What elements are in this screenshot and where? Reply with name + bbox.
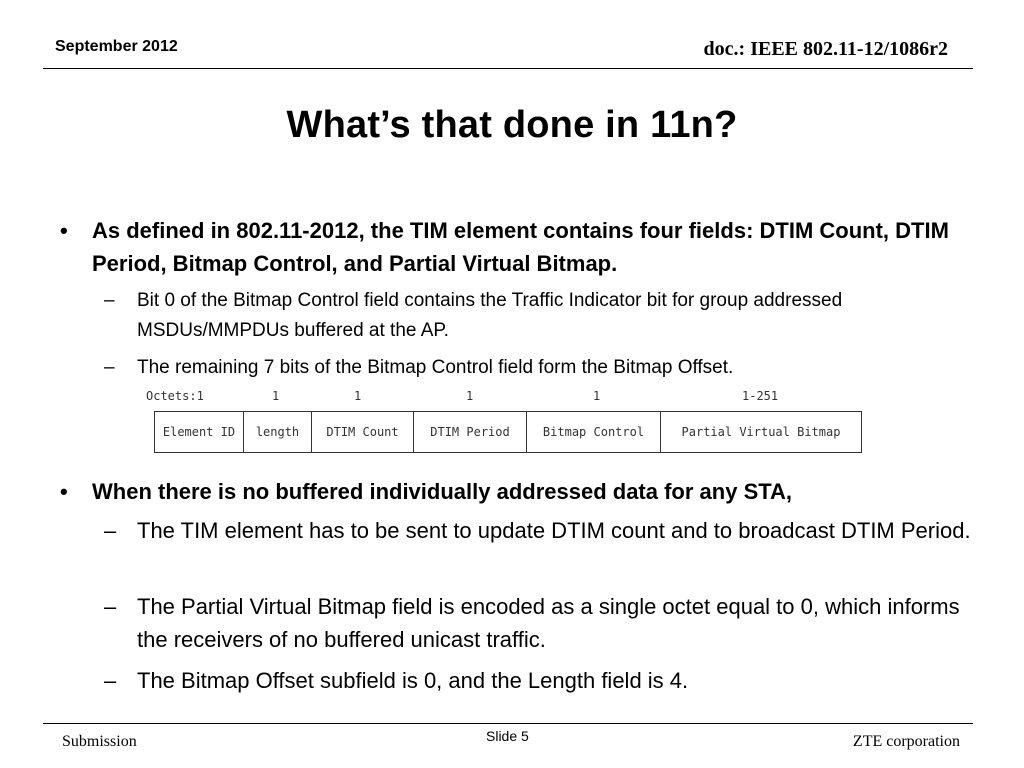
bullet-2-text: When there is no buffered individually addressed data for any STA, xyxy=(92,479,793,504)
octet-label-dtim-count: 1 xyxy=(354,389,362,403)
field-bitmap-control: Bitmap Control xyxy=(527,412,661,452)
bullet-1-text: As defined in 802.11-2012, the TIM element contains four fields: DTIM Count, DTIM Period, Bitmap Control, and Partial Virtual Bitmap. xyxy=(92,218,949,276)
bullet-2-sub-1-marker: – xyxy=(104,518,117,543)
bullet-1-sub-2-marker: – xyxy=(104,357,115,378)
footer-slide-number: Slide 5 xyxy=(486,728,529,744)
octet-label-length: 1 xyxy=(272,389,280,403)
field-dtim-count: DTIM Count xyxy=(312,412,414,452)
bullet-2-sub-1-text: The TIM element has to be sent to update DTIM count and to broadcast DTIM Period. xyxy=(137,518,971,543)
bullet-1-sub-2-text: The remaining 7 bits of the Bitmap Control field form the Bitmap Offset. xyxy=(137,357,734,378)
header-date: September 2012 xyxy=(55,38,178,55)
tim-element-figure xyxy=(144,386,864,456)
tim-field-table xyxy=(154,411,862,453)
octet-label-bitmap-control: 1 xyxy=(593,389,601,403)
bullet-1-sub-1-text: Bit 0 of the Bitmap Control field contains the Traffic Indicator bit for group addressed MSDUs/MMPDUs buffered at the AP. xyxy=(137,290,843,341)
bullet-1-sub-1 xyxy=(104,286,964,346)
field-partial-virtual-bitmap: Partial Virtual Bitmap xyxy=(681,425,841,439)
bullet-2-sub-1 xyxy=(104,514,974,547)
bullet-1-sub-2 xyxy=(104,353,964,383)
field-dtim-period: DTIM Period xyxy=(414,412,527,452)
field-length: length xyxy=(244,412,312,452)
octet-label-element-id: Octets:1 xyxy=(146,389,204,403)
bullet-2-marker: • xyxy=(60,479,68,504)
octet-label-partial-virtual-bitmap: 1-251 xyxy=(742,389,779,403)
bullet-2 xyxy=(60,475,960,508)
octet-label-dtim-period: 1 xyxy=(466,389,474,403)
bullet-2-sub-2 xyxy=(104,590,974,656)
field-element-id: Element ID xyxy=(155,412,244,452)
bullet-1-sub-1-marker: – xyxy=(104,290,115,311)
header-doc-id: doc.: IEEE 802.11-12/1086r2 xyxy=(703,38,948,60)
slide-title: What’s that done in 11n? xyxy=(286,104,738,146)
bullet-2-sub-2-marker: – xyxy=(104,594,117,619)
header-divider xyxy=(43,68,973,69)
footer-divider xyxy=(43,723,973,724)
bullet-1-marker: • xyxy=(60,218,68,243)
footer-submission: Submission xyxy=(62,733,137,750)
bullet-2-sub-3-text: The Bitmap Offset subfield is 0, and the Length field is 4. xyxy=(137,668,689,693)
bullet-2-sub-3 xyxy=(104,664,974,697)
bullet-2-sub-2-text: The Partial Virtual Bitmap field is encoded as a single octet equal to 0, which informs the receivers of no buffered unicast traffic. xyxy=(137,594,960,652)
footer-company: ZTE corporation xyxy=(852,733,960,750)
bullet-2-sub-3-marker: – xyxy=(104,668,117,693)
bullet-1 xyxy=(60,214,960,280)
